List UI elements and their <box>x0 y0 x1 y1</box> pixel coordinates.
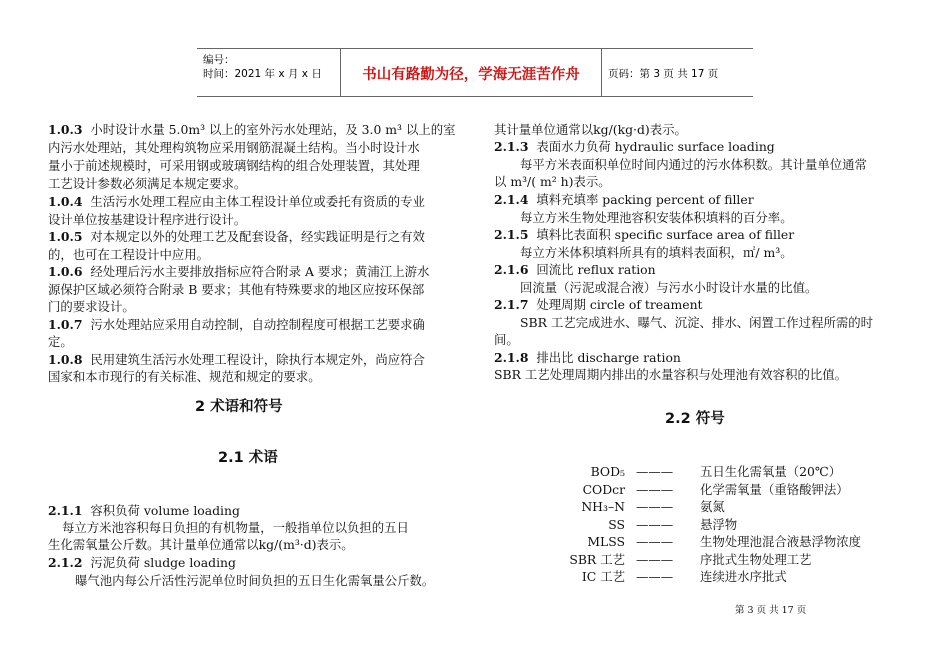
clause-number: 1.0.6 <box>48 264 83 279</box>
term-2-1-3-heading <box>494 138 775 156</box>
clause-text-line: 定。 <box>48 334 73 349</box>
term-name: 容积负荷 volume loading <box>90 503 240 518</box>
symbol-meaning: 生物处理池混合液悬浮物浓度 <box>700 534 862 549</box>
term-definition-line: 间。 <box>494 332 519 347</box>
clause-text: 小时设计水量 5.0m³ 以上的室外污水处理站，及 3.0 m³ 以上的室 <box>90 122 456 137</box>
section-2-2-heading: 2.2 符号 <box>665 411 725 427</box>
clause-text-line: 国家和本市现行的有关标准、规范和规定的要求。 <box>48 369 321 384</box>
clause-text-line: 设计单位按基建设计程序进行设计。 <box>48 212 247 227</box>
clause-1-0-3-line1 <box>48 121 456 139</box>
term-number: 2.1.3 <box>494 139 529 154</box>
clause-text-line: 内污水处理站，其处理构筑物应采用钢筋混凝土结构。当小时设计水 <box>48 140 420 155</box>
symbol-code: BOD₅ <box>590 464 625 479</box>
section-2-heading: 2 术语和符号 <box>195 399 283 415</box>
term-definition-line: 每平方米表面积单位时间内通过的污水体积数。其计量单位通常 <box>520 157 867 172</box>
term-name: 处理周期 circle of treament <box>536 297 703 312</box>
header-motto-cell <box>340 49 602 96</box>
clause-text: 民用建筑生活污水处理工程设计，除执行本规定外，尚应符合 <box>90 352 425 367</box>
term-name: 污泥负荷 sludge loading <box>90 555 236 570</box>
symbol-code: MLSS <box>587 534 625 549</box>
term-name: 填料比表面积 specific surface area of filler <box>536 227 795 242</box>
clause-number: 1.0.8 <box>48 352 83 367</box>
symbol-dash: ——— <box>636 499 674 514</box>
clause-1-0-7-line1 <box>48 316 425 334</box>
clause-number: 1.0.7 <box>48 317 83 332</box>
term-number: 2.1.4 <box>494 192 529 207</box>
clause-number: 1.0.5 <box>48 229 83 244</box>
symbol-meaning: 悬浮物 <box>700 517 738 532</box>
term-name: 回流比 reflux ration <box>536 262 656 277</box>
term-2-1-2-heading <box>48 554 236 572</box>
term-definition-line: 每立方米池容积每日负担的有机物量，一般指单位以负担的五日 <box>62 520 409 535</box>
term-number: 2.1.1 <box>48 503 83 518</box>
term-definition-line: 回流量（污泥或混合液）与污水小时设计水量的比值。 <box>520 280 818 295</box>
term-definition-line: 其计量单位通常以kg/(kg·d)表示。 <box>494 122 687 137</box>
term-definition-line: SBR 工艺完成进水、曝气、沉淀、排水、闲置工作过程所需的时 <box>520 315 874 330</box>
clause-text: 对本规定以外的处理工艺及配套设备，经实践证明是行之有效 <box>90 229 425 244</box>
term-2-1-4-heading <box>494 191 754 209</box>
clause-text-line: 量小于前述规模时，可采用钢或玻璃钢结构的组合处理装置，其处理 <box>48 158 420 173</box>
header-time-label: 时间：2021 年 x 月 x 日 <box>203 68 322 80</box>
symbol-dash: ——— <box>636 482 674 497</box>
clause-1-0-8-line1 <box>48 351 425 369</box>
header-number-label: 编号： <box>203 54 235 66</box>
header-page-label: 页码：第 3 页 共 17 页 <box>608 68 719 80</box>
term-number: 2.1.2 <box>48 555 83 570</box>
term-2-1-7-heading <box>494 296 703 314</box>
clause-1-0-5-line1 <box>48 228 425 246</box>
symbol-code: CODcr <box>582 482 625 497</box>
clause-text-line: 源保护区域必须符合附录 B 要求；其他有特殊要求的地区应按环保部 <box>48 282 425 297</box>
term-name: 表面水力负荷 hydraulic surface loading <box>536 139 775 154</box>
term-2-1-5-heading <box>494 226 794 244</box>
symbol-meaning: 序批式生物处理工艺 <box>700 552 812 567</box>
term-number: 2.1.7 <box>494 297 529 312</box>
symbol-dash: ——— <box>636 534 674 549</box>
symbol-code: NH₃–N <box>581 499 625 514</box>
term-number: 2.1.8 <box>494 350 529 365</box>
term-definition-line: 每立方米体积填料所具有的填料表面积，㎡/ m³。 <box>520 245 793 260</box>
symbol-meaning: 五日生化需氧量（20℃） <box>700 464 842 479</box>
header-page-cell <box>602 49 753 96</box>
clause-number: 1.0.4 <box>48 194 83 209</box>
page-header <box>197 48 753 97</box>
clause-text-line: 工艺设计参数必须满足本规定要求。 <box>48 176 247 191</box>
term-number: 2.1.6 <box>494 262 529 277</box>
symbol-meaning: 化学需氧量（重铬酸钾法） <box>700 482 849 497</box>
clause-number: 1.0.3 <box>48 122 83 137</box>
term-definition-line: SBR 工艺处理周期内排出的水量容积与处理池有效容积的比值。 <box>494 367 848 382</box>
symbol-code: SBR 工艺 <box>569 552 625 567</box>
term-2-1-6-heading <box>494 261 656 279</box>
symbol-dash: ——— <box>636 552 674 567</box>
symbol-dash: ——— <box>636 464 674 479</box>
clause-text-line: 的，也可在工程设计中应用。 <box>48 247 210 262</box>
clause-text: 经处理后污水主要排放指标应符合附录 A 要求；黄浦江上游水 <box>90 264 430 279</box>
term-name: 填料充填率 packing percent of filler <box>536 192 754 207</box>
symbol-dash: ——— <box>636 569 674 584</box>
clause-text: 污水处理站应采用自动控制，自动控制程度可根据工艺要求确 <box>90 317 425 332</box>
clause-1-0-4-line1 <box>48 193 425 211</box>
term-2-1-8-heading <box>494 349 681 367</box>
term-definition-line: 以 m³/( m² h)表示。 <box>494 174 611 189</box>
clause-text-line: 门的要求设计。 <box>48 299 135 314</box>
page-footer: 第 3 页 共 17 页 <box>735 605 807 616</box>
clause-text: 生活污水处理工程应由主体工程设计单位或委托有资质的专业 <box>90 194 425 209</box>
header-motto: 书山有路勤为径，学海无涯苦作舟 <box>362 67 580 83</box>
term-definition-line: 曝气池内每公斤活性污泥单位时间负担的五日生化需氧量公斤数。 <box>75 573 435 588</box>
term-number: 2.1.5 <box>494 227 529 242</box>
term-2-1-1-heading <box>48 502 240 520</box>
symbol-code: SS <box>608 517 625 532</box>
symbol-code: IC 工艺 <box>581 569 625 584</box>
header-meta-cell <box>197 49 340 96</box>
term-definition-line: 每立方米生物处理池容积安装体积填料的百分率。 <box>520 210 793 225</box>
term-definition-line: 生化需氧量公斤数。其计量单位通常以kg/(m³·d)表示。 <box>48 537 354 552</box>
section-2-1-heading: 2.1 术语 <box>218 450 278 466</box>
term-name: 排出比 discharge ration <box>536 350 681 365</box>
symbol-meaning: 连续进水序批式 <box>700 569 787 584</box>
clause-1-0-6-line1 <box>48 263 429 281</box>
symbol-meaning: 氨氮 <box>700 499 725 514</box>
symbol-dash: ——— <box>636 517 674 532</box>
